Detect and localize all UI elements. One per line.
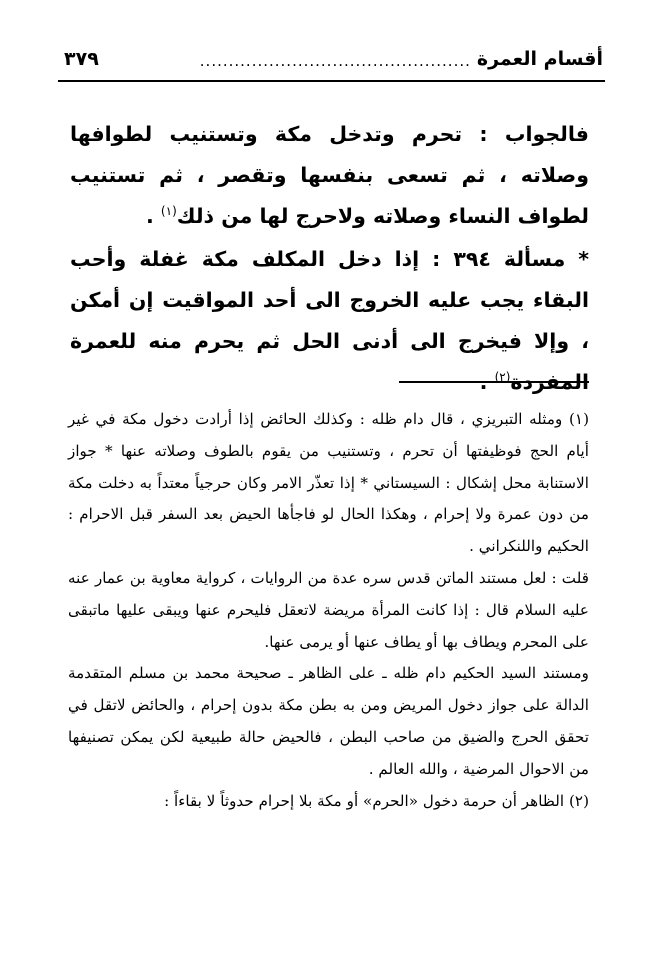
- answer-text: تحرم وتدخل مكة وتستنيب لطوافها وصلاته ، ثم تسعى بنفسها وتقصر ، ثم تستنيب لطواف النساء وصلاته ولاحرج لها من ذلك: [70, 122, 589, 228]
- issue-text: إذا دخل المكلف مكة غفلة وأحب البقاء يجب عليه الخروج الى أحد المواقيت إن أمكن ، وإلا فيخرج الى أدنى الحل ثم يحرم منه للعمرة المفردة: [70, 247, 589, 394]
- header-dot-leader: ...............................................: [199, 51, 471, 69]
- footnote-ref-1: (١): [160, 204, 177, 219]
- footnotes: [68, 404, 589, 817]
- issue-paragraph: [70, 239, 589, 403]
- footnote-separator: [399, 381, 589, 383]
- footnote-1-note-qult: قلت : لعل مستند الماتن قدس سره عدة من الروايات ، كرواية معاوية بن عمار عنه عليه السلام قال : إذا كانت المرأة مريضة لاتعقل فليحرم عنها ويبقى عليها ماتبقى على المحرم ويطاف بها أو يطاف عنها أو يرمى عنها.: [68, 568, 589, 651]
- answer-lead: فالجواب :: [479, 122, 589, 146]
- answer-paragraph: [70, 114, 589, 237]
- issue-lead: * مسألة ٣٩٤ :: [432, 247, 589, 271]
- footnote-2: (٢) الظاهر أن حرمة دخول «الحرم» أو مكة بلا إحرام حدوثاً لا بقاءاً :: [164, 791, 589, 810]
- footnote-1: (١) ومثله التبريزي ، قال دام ظله : وكذلك الحائض إذا أرادت دخول مكة في غير أيام الحج فوظيفتها أن تحرم ، وتستنيب من يقوم بالطوف وصلاته عنها * جواز الاستنابة محل إشكال : السيستاني * إذا تعذّر الامر وكان حرجياً معتداً به دخلت مكة من دون عمرة ولا إحرام ، وهكذا الحال لو فاجأها الحيض بعد السفر قبل الاحرام : الحكيم واللنكراني .: [68, 410, 589, 556]
- running-header: [64, 42, 603, 76]
- main-text: [70, 114, 589, 403]
- page-number: ٣٧٩: [64, 48, 99, 70]
- footnote-1-note-hakim: ومستند السيد الحكيم دام ظله ـ على الظاهر ـ صحيحة محمد بن مسلم المتقدمة الدالة على جواز دخول المريض ومن به بطن مكة بدون إحرام ، والحائض لاتقل في تحقق الحرج والضيق من صاحب البطن ، فالحيض حالة طبيعية لكن يمكن تصنيفها من الاحوال المرضية ، والله العالم .: [68, 664, 589, 778]
- issue-end: .: [479, 370, 495, 394]
- footnote-ref-2: (٢): [494, 370, 511, 385]
- answer-end: .: [145, 204, 161, 228]
- header-rule: [58, 80, 605, 82]
- header-title: أقسام العمرة: [476, 48, 603, 70]
